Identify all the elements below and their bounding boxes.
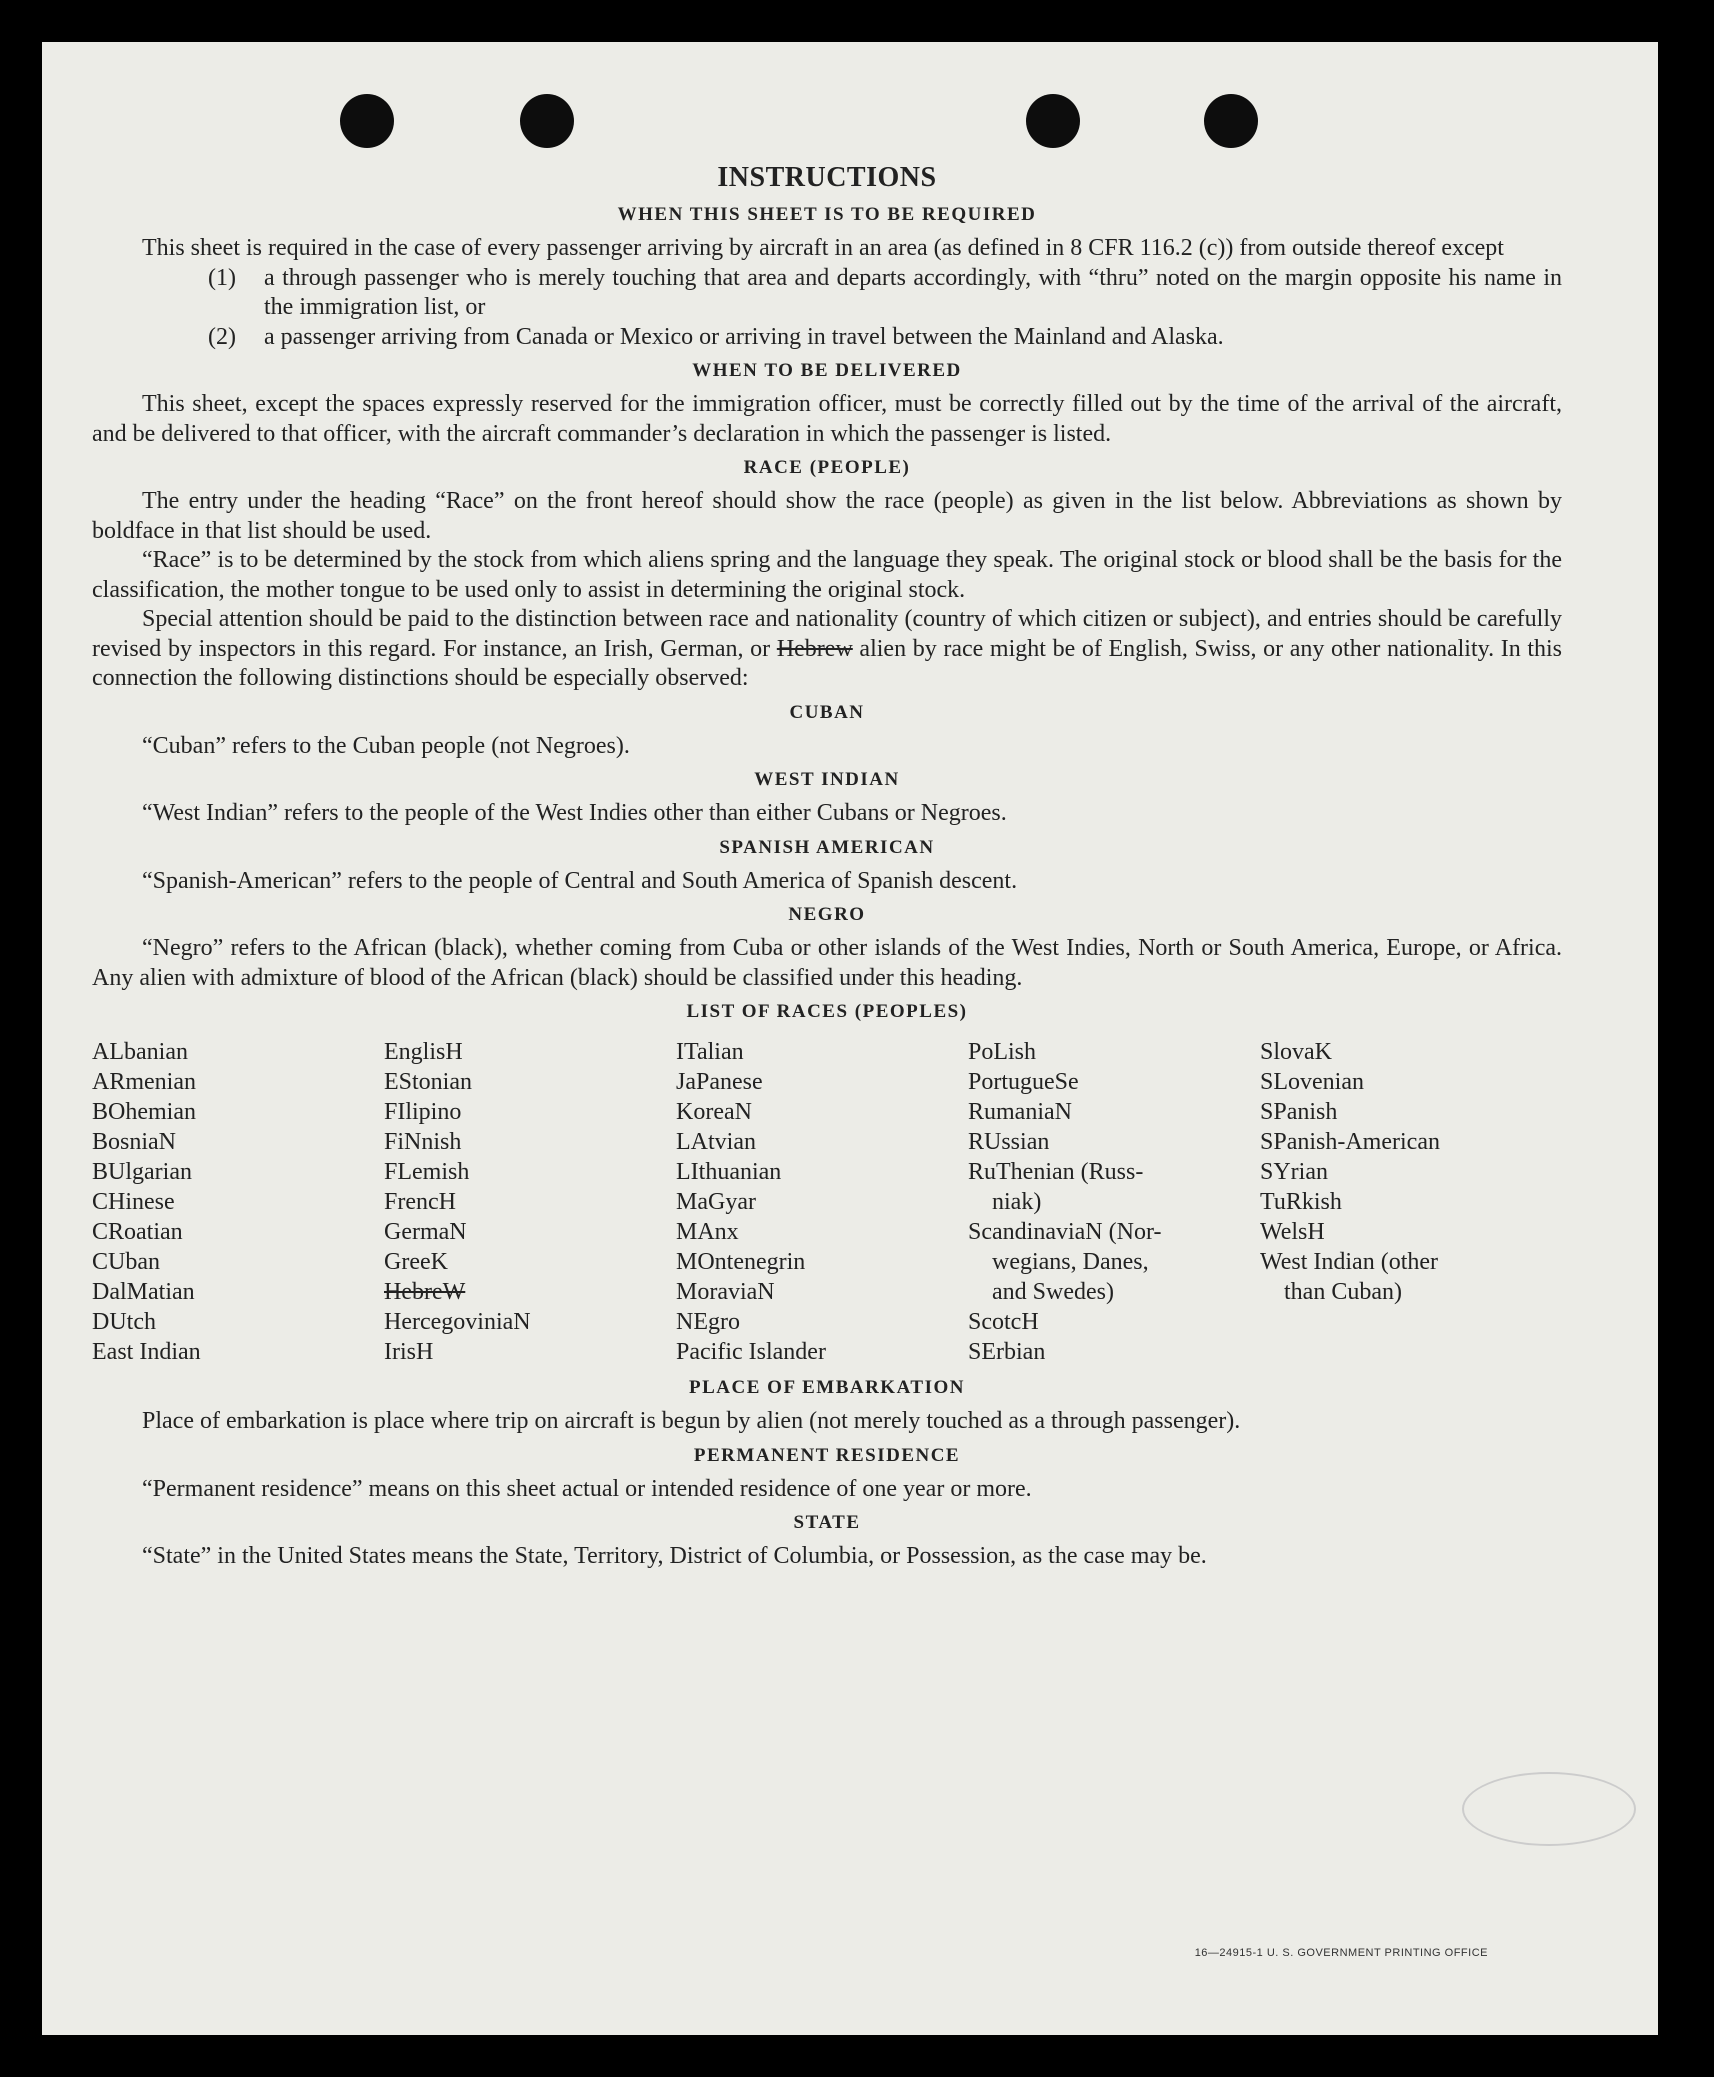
section-heading-spanish-american: SPANISH AMERICAN — [719, 836, 935, 858]
race-entry: BosniaN — [92, 1129, 176, 1155]
race-entry: West Indian (other — [1260, 1249, 1439, 1275]
race-entry: FIlipino — [384, 1099, 462, 1125]
race-entry: TuRkish — [1260, 1189, 1342, 1215]
race-entry: HebreW — [384, 1279, 466, 1305]
race-entry: BUlgarian — [92, 1159, 192, 1185]
race-entry: DUtch — [92, 1309, 156, 1335]
section-heading-negro: NEGRO — [788, 904, 866, 925]
race-entry: PoLish — [968, 1039, 1037, 1065]
race-paragraph-3 — [92, 605, 1562, 694]
race-entry: HercegoviniaN — [384, 1309, 531, 1335]
race-entry: ITalian — [676, 1039, 744, 1065]
race-entry: GreeK — [384, 1249, 448, 1275]
race-column — [968, 1037, 1260, 1367]
page-title: INSTRUCTIONS — [717, 162, 937, 193]
struck-word: Hebrew — [776, 635, 853, 662]
race-entry: GermaN — [384, 1219, 467, 1245]
race-column — [384, 1037, 676, 1367]
race-column — [676, 1037, 968, 1367]
cuban-text: “Cuban” refers to the Cuban people (not Negroes). — [142, 732, 630, 759]
race-entry: WelsH — [1260, 1219, 1325, 1245]
section-heading-cuban: CUBAN — [789, 701, 865, 723]
instructions-content — [92, 162, 1562, 1572]
race-entry: SYrian — [1260, 1159, 1328, 1185]
item-text: a through passenger who is merely touching that area and departs accordingly, with “thru” noted on the margin opposite his name in the immigration list, or — [264, 264, 1562, 320]
race-entry: FLemish — [384, 1159, 470, 1185]
punch-hole — [1204, 94, 1258, 148]
race-entry: and Swedes) — [992, 1279, 1114, 1305]
race-entry: MOntenegrin — [676, 1249, 806, 1275]
state-text: “State” in the United States means the State, Territory, District of Columbia, or Possession, as the case may be. — [142, 1543, 1207, 1569]
embarkation-text: Place of embarkation is place where trip on aircraft is begun by alien (not merely touched as a through passenger). — [142, 1408, 1241, 1434]
race-entry: NEgro — [676, 1309, 740, 1335]
race-entry: CUban — [92, 1249, 160, 1275]
race-entry: ScotcH — [968, 1309, 1039, 1335]
delivered-text: This sheet, except the spaces expressly reserved for the immigration officer, must be correctly filled out by the time of the arrival of the aircraft, and be delivered to that officer, with the aircraft commander’s declaration in which the passenger is listed. — [92, 391, 1562, 447]
section-heading-race: RACE (PEOPLE) — [743, 457, 911, 478]
race-entry: DalMatian — [92, 1279, 195, 1305]
race-entry: than Cuban) — [1284, 1279, 1402, 1305]
item-number: (1) — [208, 264, 236, 291]
race-paragraph-2: “Race” is to be determined by the stock from which aliens spring and the language they speak. The original stock or blood shall be the basis for the classification, the mother tongue to be used only to assist in determining the original stock. — [92, 547, 1562, 603]
punch-hole — [520, 94, 574, 148]
race-column — [92, 1037, 384, 1367]
section-heading-delivered: WHEN TO BE DELIVERED — [692, 360, 962, 381]
section-heading-embarkation: PLACE OF EMBARKATION — [689, 1377, 965, 1398]
punch-hole — [340, 94, 394, 148]
race-entry: Pacific Islander — [676, 1339, 826, 1365]
race-entry: PortugueSe — [968, 1069, 1079, 1095]
section-heading-list: LIST OF RACES (PEOPLES) — [686, 1001, 968, 1022]
required-item — [208, 323, 1562, 353]
race-entry: ScandinaviaN (Nor- — [968, 1219, 1162, 1245]
race-entry: ARmenian — [92, 1069, 196, 1095]
race-entry: MaGyar — [676, 1189, 756, 1215]
west-indian-text: “West Indian” refers to the people of the West Indies other than either Cubans or Negroes. — [142, 800, 1007, 826]
race-entry: niak) — [992, 1189, 1042, 1215]
race-column — [1260, 1037, 1552, 1367]
punch-hole — [1026, 94, 1080, 148]
document-sheet — [42, 42, 1658, 2035]
printing-office-footer: 16—24915-1 U. S. GOVERNMENT PRINTING OFFICE — [1194, 1947, 1488, 1959]
race-entry: CHinese — [92, 1189, 175, 1215]
required-item — [208, 264, 1562, 323]
section-heading-west-indian: WEST INDIAN — [754, 769, 900, 790]
race-entry: East Indian — [92, 1339, 201, 1365]
stamp-mark — [1462, 1772, 1636, 1846]
item-number: (2) — [208, 323, 236, 350]
race-entry: MAnx — [676, 1219, 739, 1245]
race-entry: IrisH — [384, 1339, 434, 1365]
race-entry: SErbian — [968, 1339, 1046, 1365]
race-entry: RumaniaN — [968, 1099, 1072, 1125]
race-paragraph-1: The entry under the heading “Race” on the front hereof should show the race (people) as given in the list below. Abbreviations as shown by boldface in that list should be used. — [92, 488, 1562, 544]
race-entry: SLovenian — [1260, 1069, 1364, 1095]
race-entry: LAtvian — [676, 1129, 756, 1155]
race-p3-end: alien by race might be of English, Swiss, or any other nationality. In this connection the following distinctions should be especially observed: — [92, 635, 1563, 691]
race-entry: SlovaK — [1260, 1039, 1332, 1065]
residence-text: “Permanent residence” means on this sheet actual or intended residence of one year or more. — [142, 1475, 1032, 1502]
section-heading-state: STATE — [793, 1512, 861, 1533]
race-entry: RUssian — [968, 1129, 1050, 1155]
race-entry: EStonian — [384, 1069, 472, 1095]
race-entry: CRoatian — [92, 1219, 183, 1245]
race-entry: wegians, Danes, — [992, 1249, 1149, 1275]
race-entry: FrencH — [384, 1189, 456, 1215]
race-entry: SPanish — [1260, 1099, 1338, 1125]
race-entry: RuThenian (Russ- — [968, 1159, 1144, 1185]
race-entry: SPanish-American — [1260, 1129, 1440, 1155]
race-entry: FiNnish — [384, 1129, 462, 1155]
spanish-american-text: “Spanish-American” refers to the people of Central and South America of Spanish descent. — [142, 867, 1018, 894]
race-entry: MoraviaN — [676, 1279, 775, 1305]
required-intro: This sheet is required in the case of every passenger arriving by aircraft in an area (as defined in 8 CFR 116.2 (c)) from outside thereof except — [142, 235, 1504, 261]
item-text: a passenger arriving from Canada or Mexico or arriving in travel between the Mainland and Alaska. — [264, 323, 1224, 350]
race-entry: LIthuanian — [676, 1159, 782, 1185]
race-entry: EnglisH — [384, 1039, 463, 1065]
race-entry: BOhemian — [92, 1099, 196, 1125]
negro-text: “Negro” refers to the African (black), whether coming from Cuba or other islands of the West Indies, North or South America, Europe, or Africa. Any alien with admixture of blood of the African (black) should be classified under this heading. — [92, 935, 1562, 991]
section-heading-residence: PERMANENT RESIDENCE — [693, 1444, 961, 1466]
section-heading-required: WHEN THIS SHEET IS TO BE REQUIRED — [617, 204, 1037, 225]
race-list — [92, 1037, 1562, 1367]
race-entry: KoreaN — [676, 1099, 752, 1125]
race-entry: JaPanese — [676, 1069, 763, 1095]
race-p3-start: Special attention should be paid to the distinction between race and nationality (country of which citizen or subject), and entries should be carefully revised by inspectors in this regard. For instance, an Irish, German, or — [92, 606, 1562, 662]
race-entry: ALbanian — [92, 1039, 188, 1065]
